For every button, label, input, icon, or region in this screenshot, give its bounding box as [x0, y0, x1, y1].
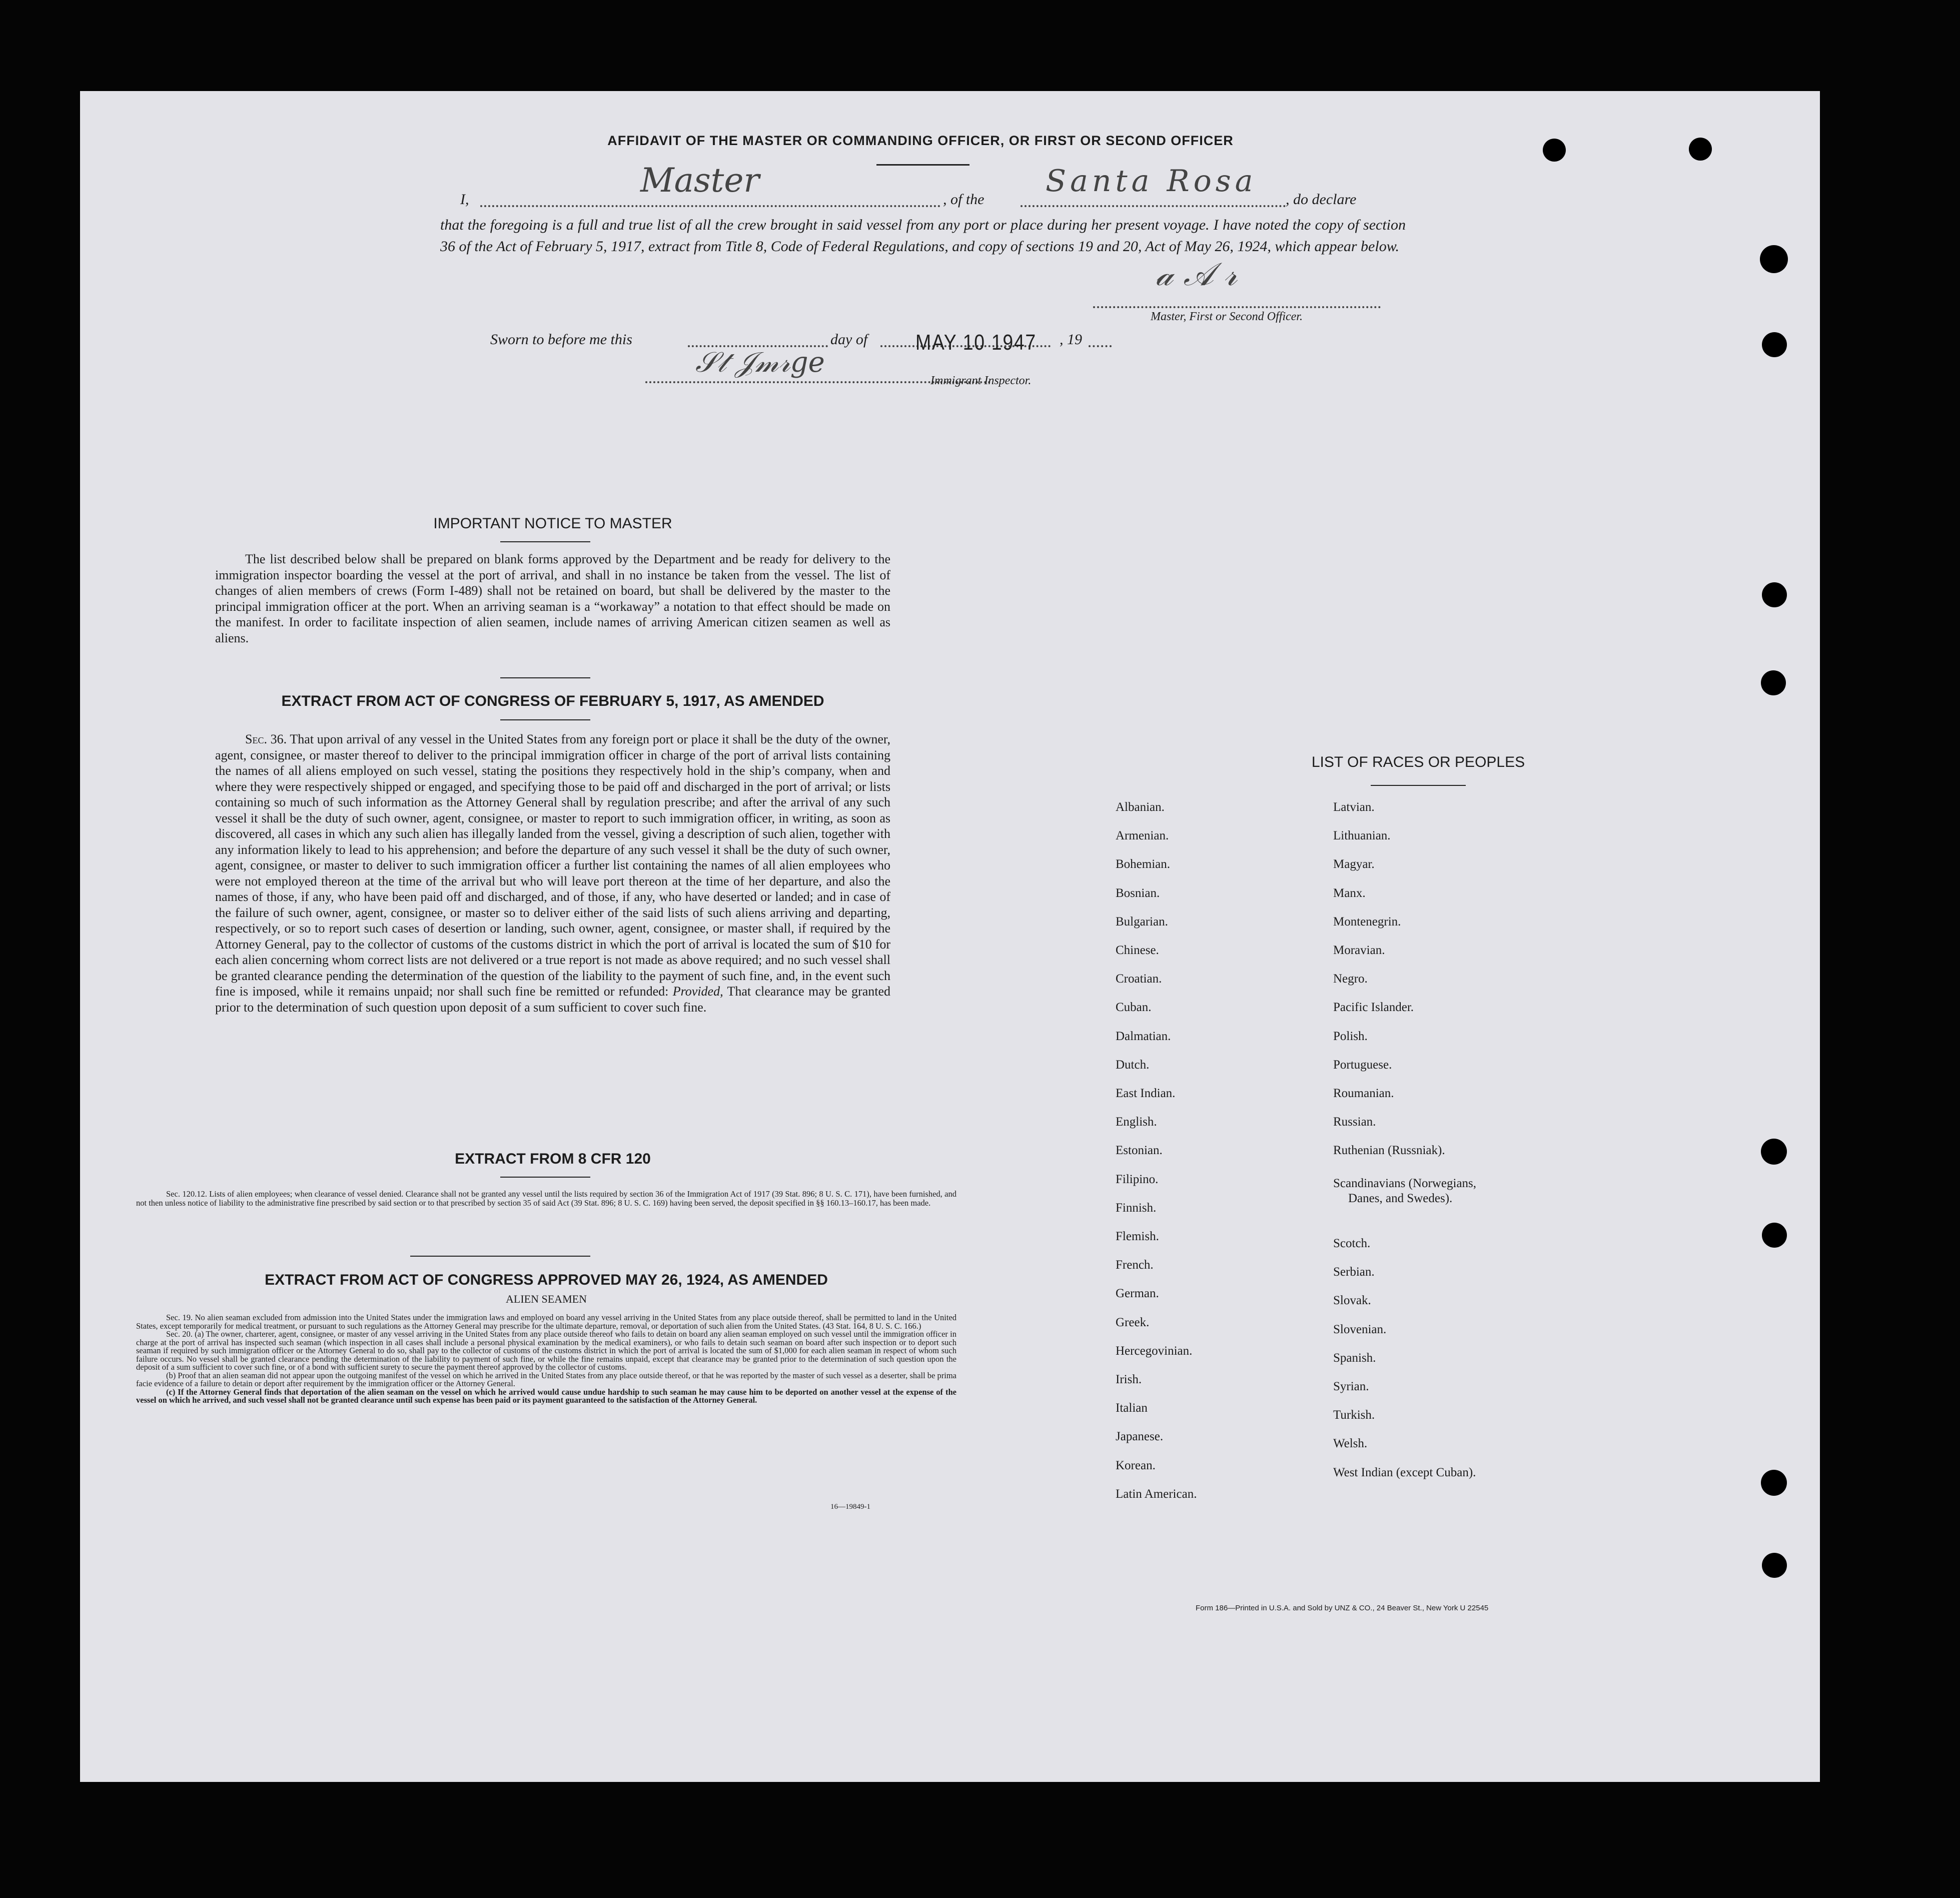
binder-hole [1762, 1223, 1787, 1248]
race-item: Italian [1116, 1401, 1148, 1415]
binder-hole [1762, 332, 1787, 357]
master-handwriting: Master [640, 161, 759, 200]
race-item: Scotch. [1333, 1237, 1371, 1250]
race-item: Estonian. [1116, 1144, 1163, 1158]
race-item: Japanese. [1116, 1430, 1164, 1444]
document-page [80, 91, 1820, 1782]
binder-hole [1689, 138, 1712, 161]
binder-hole [1761, 670, 1786, 695]
race-item: Latvian. [1333, 800, 1375, 814]
race-item: Ruthenian (Russniak). [1333, 1144, 1445, 1158]
year-prefix: , 19 [1060, 331, 1082, 348]
affidavit-i-label: I, [460, 191, 469, 208]
sec-36-label: Sec. 36. [245, 732, 287, 746]
notice-body: The list described below shall be prepared on blank forms approved by the Department and be ready for delivery to the immigration inspector boarding the vessel at the port of arrival, and shall in no instance be taken from the vessel. The list of changes of alien members of crews (Form I-489) shall not be retained on board, but shall be delivered by the master to the principal immigration officer at the port. When an arriving seaman is a “workaway” a notation to that effect should be made on the manifest. In order to facilitate inspection of alien seamen, include names of arriving American citizen seamen as well as aliens. [215, 552, 890, 645]
race-item: Slovak. [1333, 1294, 1371, 1308]
race-item: Hercegovinian. [1116, 1344, 1193, 1358]
race-item: Korean. [1116, 1458, 1156, 1472]
cfr-body: Sec. 120.12. Lists of alien employees; when clearance of vessel denied. Clearance shall not be granted any vessel until the lists required by section 36 of the Immigration Act of 1917 (39 Stat. 896; 8 U. S. C. 171), have been furnished, and not then unless notice of liability to the administrative fine prescribed by said section or to that prescribed by section 35 of said Act (39 Stat. 896; 8 U. S. C. 169) having been served, the deposit specified in §§ 160.13–160.17, has been made. [136, 1189, 956, 1208]
race-item: German. [1116, 1287, 1159, 1301]
race-item: Latin American. [1116, 1487, 1197, 1501]
sec-36-text-end: That clearance may be granted prior to the determination of such question upon deposit of a sum sufficient to cover such fine. [215, 984, 890, 1015]
race-item: Portuguese. [1333, 1058, 1392, 1072]
binder-hole [1762, 1553, 1787, 1578]
race-item: Dutch. [1116, 1058, 1150, 1072]
day-of-label: day of [830, 331, 868, 348]
race-item: Moravian. [1333, 943, 1385, 957]
binder-hole [1760, 245, 1788, 273]
sec-20a-text: Sec. 20. (a) The owner, charterer, agent, consignee, or master of any vessel arriving in the United States from any place outside thereof who fails to detain on board any alien seaman employed on such vessel until the immigration officer in charge at the port of arrival has inspected such seaman (which inspection in all cases shall include a personal physical examination by the medical examiners), or who fails to detain such seaman on board after such inspection or to deport such seaman if required by such immigration officer or the Attorney General to do so, shall pay to the collector of customs of the customs district in which the port of arrival is located the sum of $1,000 for each alien seaman in respect of whom such failure occurs. No vessel shall be granted clearance pending the determination of the liability to payment of such fine, or while the fine remains unpaid, except that clearance may be granted prior to the determination of such question upon the deposit of a sum sufficient to cover such fine, or of a bond with sufficient surety to secure the payment thereof approved by the collector of customs. [136, 1329, 956, 1372]
race-item: Turkish. [1333, 1408, 1375, 1422]
binder-hole [1761, 1470, 1787, 1496]
cfr-divider [500, 1177, 590, 1178]
sworn-label: Sworn to before me this [490, 331, 632, 348]
signature-line [1093, 306, 1381, 308]
race-item: Filipino. [1116, 1172, 1159, 1186]
race-item: Manx. [1333, 886, 1366, 900]
notice-title: IMPORTANT NOTICE TO MASTER [433, 515, 672, 532]
races-title: LIST OF RACES OR PEOPLES [1311, 754, 1525, 770]
race-item: Pacific Islander. [1333, 1001, 1414, 1015]
extract-1917-title: EXTRACT FROM ACT OF CONGRESS OF FEBRUARY 5, 1917, AS AMENDED [281, 693, 824, 709]
binder-hole [1543, 139, 1566, 162]
race-item: Chinese. [1116, 943, 1159, 957]
race-item: Cuban. [1116, 1001, 1152, 1015]
year-line [1089, 345, 1112, 347]
vessel-handwriting: Santa Rosa [1046, 164, 1257, 199]
printer-credit: Form 186—Printed in U.S.A. and Sold by UNZ & CO., 24 Beaver St., New York U 22545 [1196, 1604, 1489, 1612]
affidavit-of-the: , of the [943, 191, 985, 208]
race-item: Bosnian. [1116, 886, 1160, 900]
sec-19-text: Sec. 19. No alien seaman excluded from admission into the United States under the immigration laws and employed on board any vessel arriving in the United States from any place outside thereof, shall be permitted to land in the United States, except temporarily for medical treatment, or pursuant to such regulations as the Attorney General may prescribe for the ultimate departure, removal, or deportation of such alien from the United States. (43 Stat. 164, 8 U. S. C. 166.) [136, 1313, 956, 1331]
races-divider [1371, 785, 1466, 786]
extract-1917-body [215, 731, 890, 1015]
race-item: English. [1116, 1115, 1157, 1129]
inspector-signature: 𝒮𝓉 𝒥𝓂𝓇𝑔𝑒 [695, 346, 825, 379]
affidavit-title: AFFIDAVIT OF THE MASTER OR COMMANDING OFFICER, OR FIRST OR SECOND OFFICER [607, 133, 1234, 148]
binder-hole [1762, 582, 1787, 607]
race-item: Negro. [1333, 972, 1368, 986]
race-item: Roumanian. [1333, 1087, 1394, 1100]
extract-1917-divider [500, 719, 590, 720]
race-item: French. [1116, 1258, 1154, 1272]
race-item: East Indian. [1116, 1087, 1176, 1100]
race-item: Bohemian. [1116, 857, 1171, 871]
title-divider [876, 164, 969, 166]
inspector-label: Immigrant Inspector. [930, 374, 1032, 387]
race-item: Flemish. [1116, 1230, 1159, 1243]
race-item: Magyar. [1333, 857, 1375, 871]
extract-1924-body [136, 1314, 956, 1405]
race-item: Spanish. [1333, 1351, 1376, 1365]
race-item: Scandinavians (Norwegians, [1333, 1176, 1477, 1190]
form-number: 16—19849-1 [830, 1503, 870, 1511]
race-item: Lithuanian. [1333, 829, 1391, 843]
race-item: Welsh. [1333, 1437, 1368, 1451]
race-item: Finnish. [1116, 1201, 1157, 1215]
race-item-continued: Danes, and Swedes). [1348, 1191, 1453, 1205]
sec-20c-text: (c) If the Attorney General finds that deportation of the alien seaman on the vessel on which he arrived would cause undue hardship to such seaman he may cause him to be deported on another vessel at the expense of the vessel on which he arrived, and such vessel shall not be granted clearance until such expense has been paid or its payment guaranteed to the satisfaction of the Attorney General. [136, 1387, 956, 1405]
notice-end-divider [500, 677, 590, 678]
race-item: West Indian (except Cuban). [1333, 1465, 1476, 1479]
race-item: Syrian. [1333, 1380, 1369, 1393]
sec-36-text: That upon arrival of any vessel in the United States from any foreign port or place it shall be the duty of the owner, agent, consignee, or master thereof to deliver to the principal immigration officer in charge of the port of arrival lists containing the names of all aliens employed on such vessel, stating the positions they respectively hold in the ship’s company, when and where they were respectively shipped or engaged, and specifying those to be paid off and discharged in the port of arrival; or lists containing so much of such information as the Attorney General shall by regulation prescribe; and after the arrival of any such vessel it shall be the duty of such owner, agent, consignee, or master to report to such immigration officer, in writing, as soon as discovered, all cases in which any such alien has illegally landed from the vessel, giving a description of such alien, together with any information likely to lead to his apprehension; and before the departure of any such vessel it shall be the duty of such owner, agent, consignee, or master to deliver to such immigration officer a further list containing the names of all alien employees who were not employed thereon at the time of the arrival but who will leave port thereon at the time of her departure, and also the names of those, if any, who have been paid off and discharged, and of those, if any, who have deserted or landed; and in case of the failure of such owner, agent, consignee, or master so to deliver either of the said lists of such aliens arriving and departing, respectively, or so to report such cases of desertion or landing, such owner, agent, consignee, or master shall, if required by the Attorney General, pay to the collector of customs of the customs district in which the port of arrival is located the sum of $10 for each alien concerning whom correct lists are not delivered or a true report is not made as above required; and no such vessel shall be granted clearance pending the determination of the question of the liability to the payment of such fine, and, in the event such fine is imposed, while it remains unpaid; nor shall such fine be remitted or refunded: [215, 732, 890, 999]
affidavit-do-declare: , do declare [1286, 191, 1357, 208]
race-item: Croatian. [1116, 972, 1162, 986]
race-item: Bulgarian. [1116, 914, 1168, 928]
race-item: Serbian. [1333, 1265, 1375, 1279]
sec-20b-text: (b) Proof that an alien seaman did not appear upon the outgoing manifest of the vessel on which he arrived in the United States from any place outside thereof, or that he was reported by the master of such vessel as a deserter, shall be prima facie evidence of a failure to detain or deport after requirement by the immigration officer or the Attorney General. [136, 1370, 956, 1388]
race-item: Russian. [1333, 1115, 1376, 1129]
name-line [480, 205, 940, 207]
race-item: Greek. [1116, 1315, 1150, 1329]
race-item: Albanian. [1116, 800, 1165, 814]
notice-divider [500, 541, 590, 542]
cfr-end-divider [410, 1256, 590, 1257]
race-item: Montenegrin. [1333, 914, 1401, 928]
signature-label: Master, First or Second Officer. [1151, 310, 1303, 323]
vessel-line [1021, 205, 1286, 207]
race-item: Polish. [1333, 1029, 1368, 1043]
provided-word: Provided, [672, 984, 723, 999]
race-item: Irish. [1116, 1373, 1142, 1386]
race-item: Armenian. [1116, 829, 1169, 843]
date-stamp: MAY 10 1947 [915, 330, 1037, 355]
race-item: Dalmatian. [1116, 1029, 1171, 1043]
affidavit-body: that the foregoing is a full and true list of all the crew brought in said vessel from any port or place during her present voyage. I have noted the copy of section 36 of the Act of February 5, 1917, extract from Title 8, Code of Federal Regulations, and copy of sections 19 and 20, Act of May 26, 1924, which appear below. [440, 217, 1406, 255]
extract-1924-title: EXTRACT FROM ACT OF CONGRESS APPROVED MAY 26, 1924, AS AMENDED [265, 1272, 828, 1288]
cfr-title: EXTRACT FROM 8 CFR 120 [455, 1151, 651, 1167]
alien-seamen-subtitle: ALIEN SEAMEN [506, 1293, 587, 1305]
officer-signature: 𝒶 𝒜 𝓇 [1156, 256, 1238, 293]
binder-hole [1761, 1139, 1787, 1165]
race-item: Slovenian. [1333, 1322, 1387, 1336]
